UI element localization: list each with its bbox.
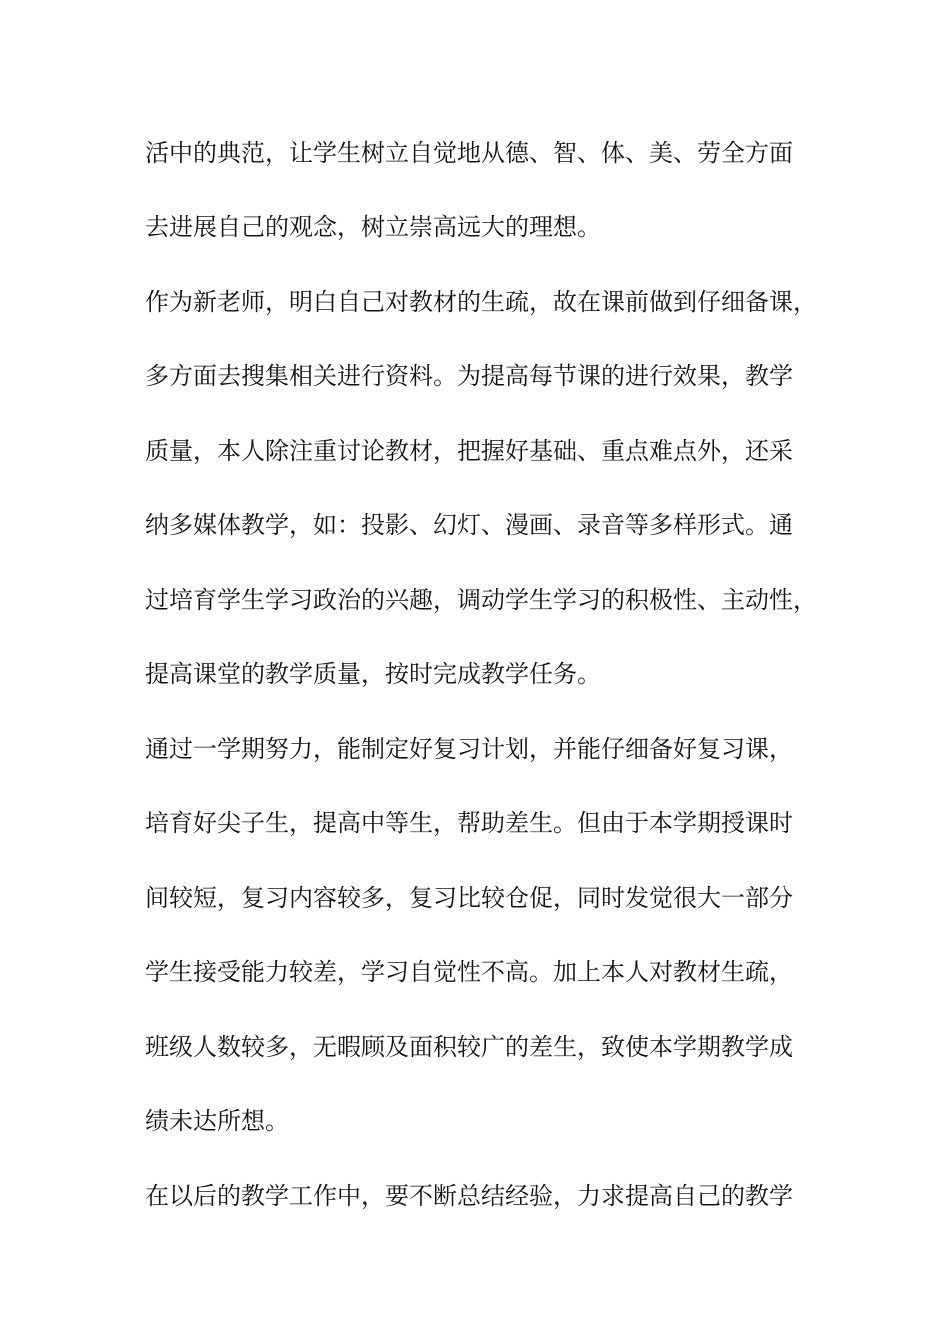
text-line: 过培育学生学习政治的兴趣，调动学生学习的积极性、主动性，: [145, 586, 817, 614]
text-line: 活中的典范，让学生树立自觉地从德、智、体、美、劳全方面: [145, 139, 793, 167]
text-line: 绩未达所想。: [145, 1107, 289, 1135]
text-line: 提高课堂的教学质量，按时完成教学任务。: [145, 660, 601, 688]
text-line: 纳多媒体教学，如：投影、幻灯、漫画、录音等多样形式。通: [145, 511, 793, 539]
text-line: 班级人数较多，无暇顾及面积较广的差生，致使本学期教学成: [145, 1033, 793, 1061]
text-line: 去进展自己的观念，树立崇高远大的理想。: [145, 213, 601, 241]
text-line: 多方面去搜集相关进行资料。为提高每节课的进行效果，教学: [145, 362, 793, 390]
text-line: 学生接受能力较差，学习自觉性不高。加上本人对教材生疏，: [145, 958, 793, 986]
text-line: 在以后的教学工作中，要不断总结经验，力求提高自己的教学: [145, 1182, 793, 1210]
text-line: 作为新老师，明白自己对教材的生疏，故在课前做到仔细备课，: [145, 288, 817, 316]
text-line: 培育好尖子生，提高中等生，帮助差生。但由于本学期授课时: [145, 809, 793, 837]
text-line: 质量，本人除注重讨论教材，把握好基础、重点难点外，还采: [145, 437, 793, 465]
text-line: 间较短，复习内容较多，复习比较仓促，同时发觉很大一部分: [145, 884, 793, 912]
text-line: 通过一学期努力，能制定好复习计划，并能仔细备好复习课，: [145, 735, 793, 763]
